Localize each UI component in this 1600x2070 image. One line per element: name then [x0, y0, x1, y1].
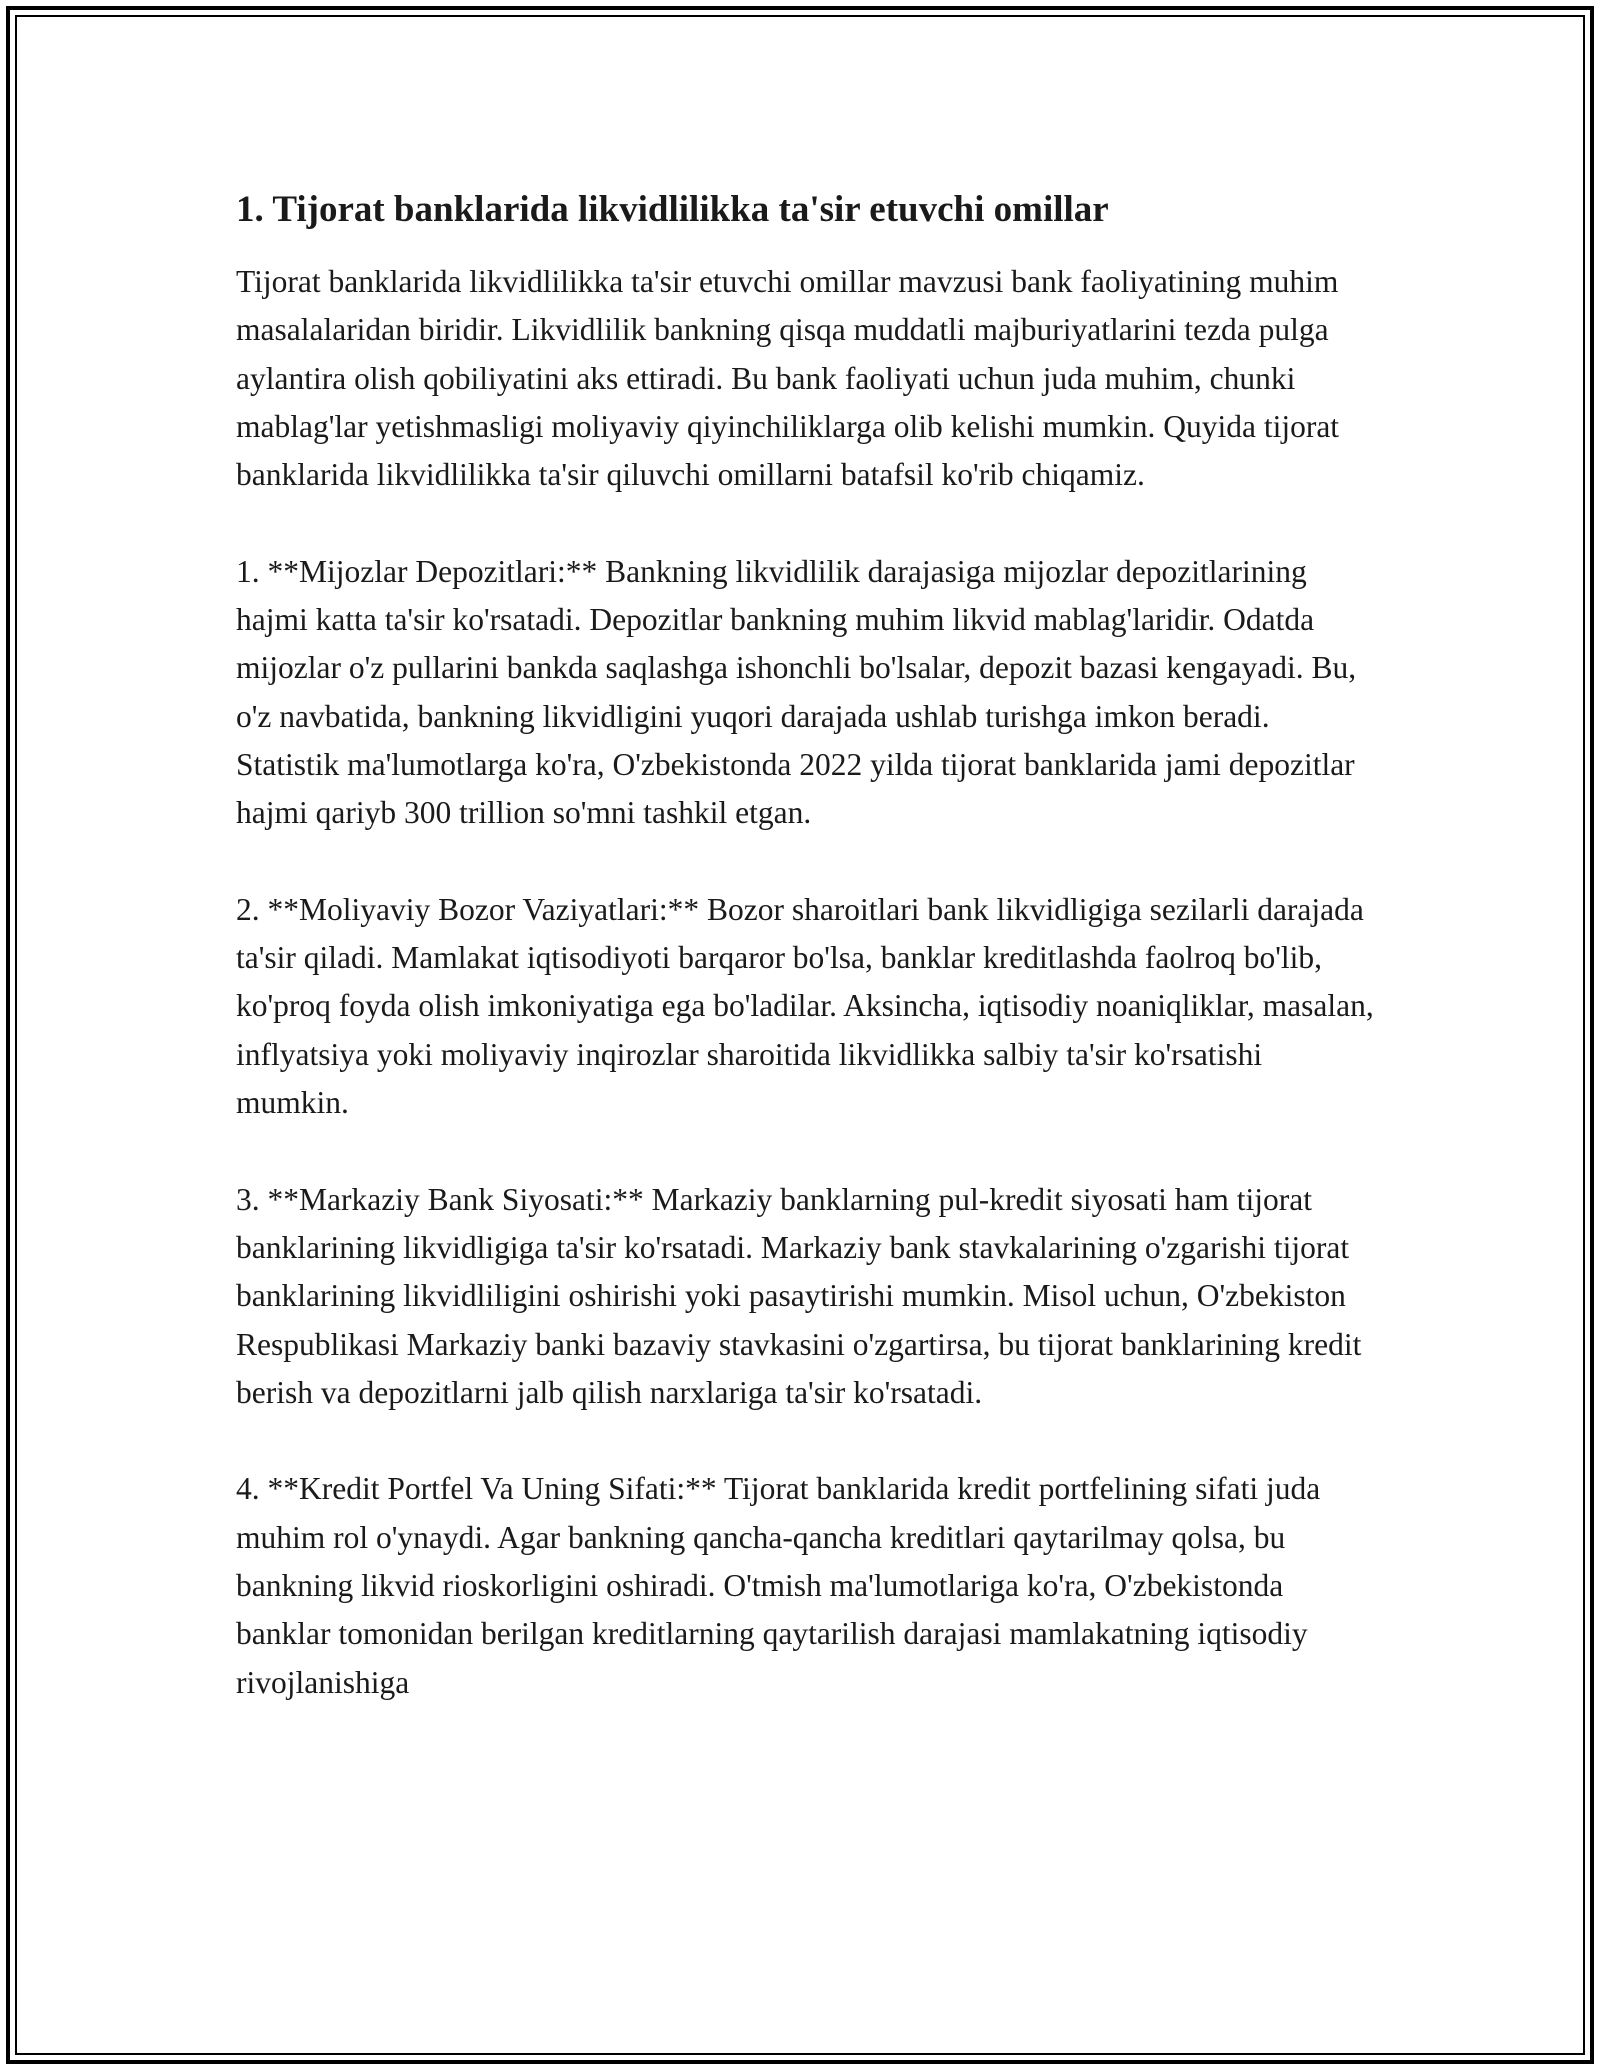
- document-title: 1. Tijorat banklarida likvidlilikka ta'sir etuvchi omillar: [236, 189, 1109, 230]
- paragraph-financial-market: 2. **Moliyaviy Bozor Vaziyatlari:** Bozor sharoitlari bank likvidligiga sezilarli darajada ta'sir qiladi. Mamlakat iqtisodiyoti barqaror bo'lsa, banklar kreditlashda faolroq bo'lib, ko'proq foyda olish imkoniyatiga ega bo'ladilar. Aksincha, iqtisodiy noaniqliklar, masalan, inflyatsiya yoki moliyaviy inqirozlar sharoitida likvidlikka salbiy ta'sir ko'rsatishi mumkin.: [236, 891, 1374, 1121]
- document-body: [236, 186, 1376, 1755]
- intro-paragraph: Tijorat banklarida likvidlilikka ta'sir etuvchi omillar mavzusi bank faoliyatining muhim masalalaridan biridir. Likvidlilik bankning qisqa muddatli majburiyatlarini tezda pulga aylantira olish qobiliyatini aks ettiradi. Bu bank faoliyati uchun juda muhim, chunki mablag'lar yetishmasligi moliyaviy qiyinchiliklarga olib kelishi mumkin. Quyida tijorat banklarida likvidlilikka ta'sir qiluvchi omillarni batafsil ko'rib chiqamiz.: [236, 264, 1340, 493]
- paragraph-customer-deposits: 1. **Mijozlar Depozitlari:** Bankning likvidlilik darajasiga mijozlar depozitlarining hajmi katta ta'sir ko'rsatadi. Depozitlar bankning muhim likvid mablag'laridir. Odatda mijozlar o'z pullarini bankda saqlashga ishonchli bo'lsalar, depozit bazasi kengayadi. Bu, o'z navbatida, bankning likvidligini yuqori darajada ushlab turishga imkon beradi. Statistik ma'lumotlarga ko'ra, O'zbekistonda 2022 yilda tijorat banklarida jami depozitlar hajmi qariyb 300 trillion so'mni tashkil etgan.: [236, 553, 1357, 831]
- paragraph-central-bank-policy: 3. **Markaziy Bank Siyosati:** Markaziy banklarning pul-kredit siyosati ham tijorat banklarining likvidligiga ta'sir ko'rsatadi. Markaziy bank stavkalarining o'zgarishi tijorat banklarining likvidliligini oshirishi yoki pasaytirishi mumkin. Misol uchun, O'zbekiston Respublikasi Markaziy banki bazaviy stavkasini o'zgartirsa, bu tijorat banklarining kredit berish va depozitlarni jalb qilish narxlariga ta'sir ko'rsatadi.: [236, 1181, 1362, 1410]
- paragraph-credit-portfolio: 4. **Kredit Portfel Va Uning Sifati:** Tijorat banklarida kredit portfelining sifati juda muhim rol o'ynaydi. Agar bankning qancha-qancha kreditlari qaytarilmay qolsa, bu bankning likvid rioskorligini oshiradi. O'tmish ma'lumotlariga ko'ra, O'zbekistonda banklar tomonidan berilgan kreditlarning qaytarilish darajasi mamlakatning iqtisodiy rivojlanishiga: [236, 1471, 1321, 1700]
